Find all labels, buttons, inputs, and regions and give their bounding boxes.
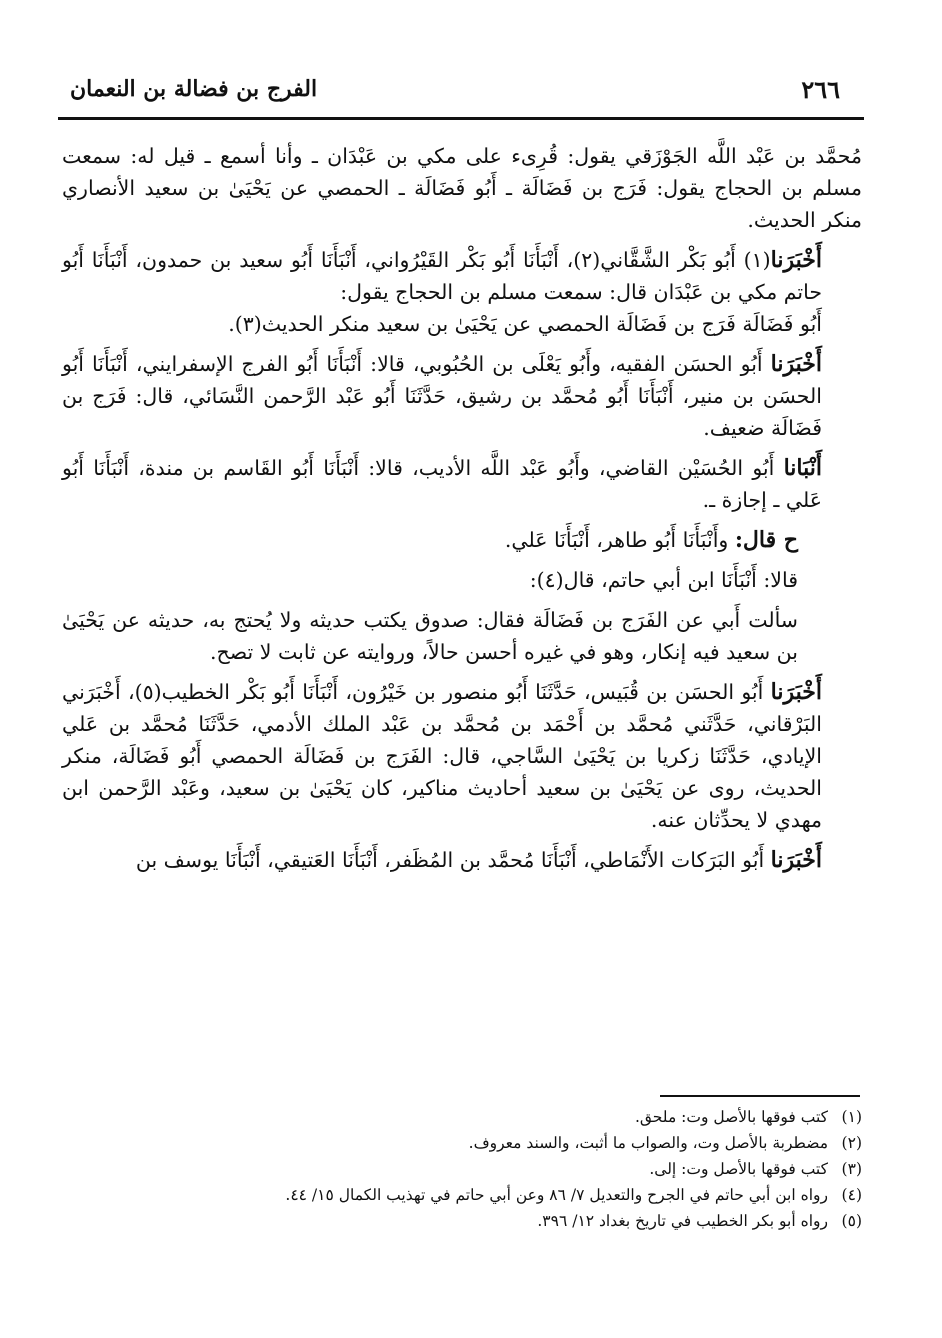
footnote <box>62 1208 862 1234</box>
paragraph-1: مُحمَّد بن عَبْد اللَّه الجَوْزَقي يقول: قُرِىء على مكي بن عَبْدَان ـ وأنا أسمع ـ قيل له: سمعت مسلم بن الحجاج يقول: فَرَج بن فَضَالَة ـ أَبُو فَضَالَة ـ الحمصي عن يَحْيَىٰ بن سعيد الأنصاري منكر الحديث. <box>62 144 862 232</box>
keyword-akhbarana: أَخْبَرَنا <box>770 679 822 705</box>
footnote-number: (٥) <box>841 1212 862 1230</box>
footnote-text: رواه أبو بكر الخطيب في تاريخ بغداد ١٢/ ٣٩٦. <box>537 1212 828 1230</box>
footnote-text: كتب فوقها بالأصل وت: ملحق. <box>634 1108 828 1126</box>
footnotes <box>62 1104 862 1234</box>
paragraph-8: سألت أَبي عن الفَرَج بن فَضَالَة فقال: صدوق يكتب حديثه ولا يُحتج به، حديثه عن يَحْيَىٰ بن سعيد فيه إنكار، وهو في غيره أحسن حالاً، وروايته عن ثابت لا تصح. <box>62 608 798 664</box>
paragraph-6-text: وأَنْبَأَنَا أَبُو طاهر، أَنْبَأَنَا عَلي. <box>504 528 735 552</box>
paragraph-2 <box>62 244 862 308</box>
paragraph-5 <box>62 452 862 516</box>
paragraph-9-text: أَبُو الحسَن بن قُبَيس، حَدَّثَنَا أَبُو منصور بن خَيْرُون، أَنْبَأَنَا أَبُو بَكْر الخطيب(٥)، أَخْبَرَني البَرْقاني، حَدَّثَني مُحمَّد بن أَحْمَد بن مُحمَّد بن عَبْد الملك الأدمي، حَدَّثَنَا مُحمَّد بن عَلي الإيادي، حَدَّثَنَا زكريا بن يَحْيَىٰ السَّاجي، قال: الفَرَج بن فَضَالَة الحمصي أَبُو فَضَالَة، منكر الحديث، روى عن يَحْيَىٰ بن سعيد أحاديث مناكير، كان يَحْيَىٰ بن سعيد، وعَبْد الرَّحمن ابن مهدي لا يحدِّثان عنه. <box>62 680 822 832</box>
paragraph-10 <box>62 844 862 876</box>
paragraph-9 <box>62 676 862 836</box>
footnote <box>62 1130 862 1156</box>
footnote-text: مضطربة بالأصل وت، والصواب ما أثبت، والسند معروف. <box>468 1134 828 1152</box>
keyword-anbana: أَنْبَانا <box>783 455 822 481</box>
paragraph-4-text: أَبُو الحسَن الفقيه، وأَبُو يَعْلَى بن الحُبُوبي، قالا: أَنْبَأَنَا أَبُو الفرج الإسفرايني، أَنْبَأَنَا أَبُو الحسَن بن منير، أَنْبَأَنَا أَبُو مُحمَّد بن رشيق، حَدَّثَنَا أَبُو عَبْد الرَّحمن النَّسَائي، قال: فَرَج بن فَضَالَة ضعيف. <box>62 352 822 440</box>
page-header <box>60 68 860 110</box>
running-title: الفرج بن فضالة بن النعمان <box>70 76 318 102</box>
footnote-number: (٢) <box>841 1134 862 1152</box>
keyword-akhbarana: أَخْبَرَنا <box>770 847 822 873</box>
paragraph-4 <box>62 348 862 444</box>
footnote <box>62 1104 862 1130</box>
keyword-akhbarana: أَخْبَرَنا <box>770 351 822 377</box>
keyword-akhbarana: أَخْبَرَنا <box>770 247 822 273</box>
paragraph-10-text: أَبُو البَرَكات الأَنْمَاطي، أَنْبَأَنَا مُحمَّد بن المُظَفر، أَنْبَأَنَا العَتيقي، أَنْبَأَنَا يوسف بن <box>135 848 771 872</box>
footnote <box>62 1156 862 1182</box>
paragraph-6 <box>62 524 862 556</box>
footnote-number: (٣) <box>841 1160 862 1178</box>
paragraph-3: أَبُو فَضَالَة فَرَج بن فَضَالَة الحمصي عن يَحْيَىٰ بن سعيد منكر الحديث(٣). <box>228 312 822 336</box>
main-text <box>62 140 862 876</box>
paragraph-7: قالا: أَنْبَأَنَا ابن أبي حاتم، قال(٤): <box>529 568 798 592</box>
footnote-text: كتب فوقها بالأصل وت: إلى. <box>649 1160 828 1178</box>
footnote-text: رواه ابن أبي حاتم في الجرح والتعديل ٧/ ٨٦ وعن أبي حاتم في تهذيب الكمال ١٥/ ٤٤. <box>285 1186 828 1204</box>
footnote-separator <box>660 1095 860 1097</box>
paragraph-5-text: أَبُو الحُسَيْن القاضي، وأَبُو عَبْد اللَّه الأديب، قالا: أَنْبَأَنَا أَبُو القَاسم بن مندة، أَنْبَأَنَا أَبُو عَلي ـ إجازة ـ. <box>62 456 822 512</box>
header-rule <box>58 117 864 120</box>
footnote-number: (١) <box>841 1108 862 1126</box>
footnote <box>62 1182 862 1208</box>
page-number: ٢٦٦ <box>801 74 840 104</box>
keyword-ha-qala: ح قال: <box>734 527 798 553</box>
footnote-number: (٤) <box>841 1186 862 1204</box>
paragraph-2-text: (١) أَبُو بَكْر الشَّقَّاني(٢)، أَنْبَأَنَا أَبُو بَكْر القَيْرُواني، أَنْبَأَنَا أَبُو سعيد بن حمدون، أَنْبَأَنَا أَبُو حاتم مكي بن عَبْدَان قال: سمعت مسلم بن الحجاج يقول: <box>62 248 822 304</box>
